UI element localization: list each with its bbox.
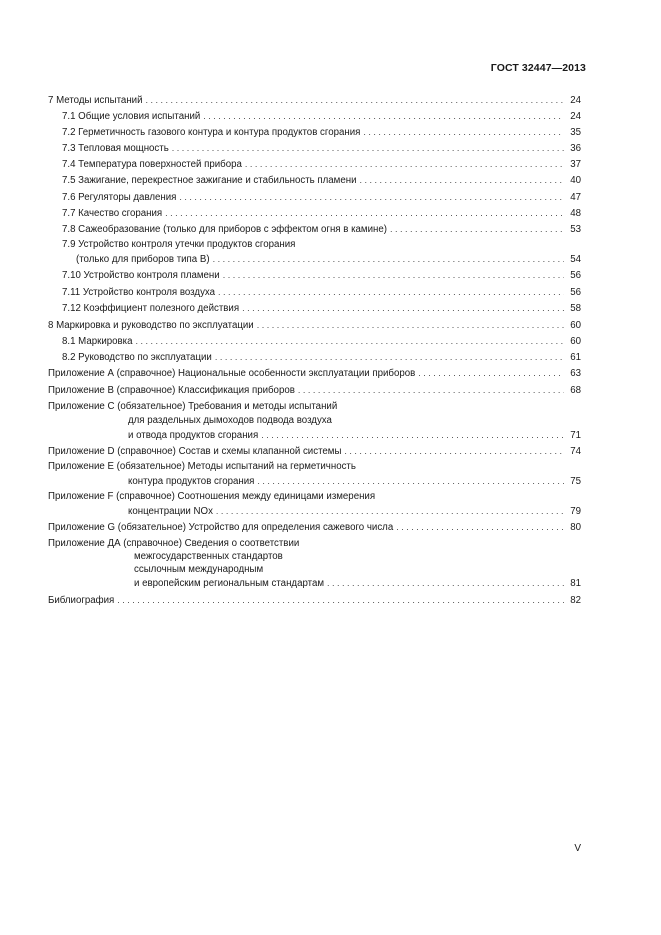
toc-row bbox=[62, 141, 581, 155]
toc-page: 60 bbox=[570, 320, 581, 331]
leader-dots bbox=[203, 109, 564, 123]
toc-title: Приложение F (справочное) Соотношения между единицами измерения bbox=[48, 491, 376, 502]
leader-dots bbox=[363, 125, 564, 139]
toc-page: 47 bbox=[570, 192, 581, 203]
toc-title: ссылочным международным bbox=[134, 564, 264, 575]
toc-page: 56 bbox=[570, 287, 581, 298]
toc-title: 7 Методы испытаний bbox=[48, 95, 143, 106]
leader-dots bbox=[390, 222, 564, 236]
toc-page: 61 bbox=[570, 352, 581, 363]
toc-row bbox=[128, 474, 581, 488]
toc-title: 7.12 Коэффициент полезного действия bbox=[62, 303, 240, 314]
toc-row bbox=[62, 350, 581, 364]
toc-page: 37 bbox=[570, 159, 581, 170]
toc-title: Приложение А (справочное) Национальные особенности эксплуатации приборов bbox=[48, 368, 416, 379]
toc-title: Приложение ДА (справочное) Сведения о соответствии bbox=[48, 538, 300, 549]
toc-row bbox=[48, 318, 581, 332]
toc-row bbox=[62, 109, 581, 123]
toc-title: 7.3 Тепловая мощность bbox=[62, 143, 169, 154]
toc-page: 68 bbox=[570, 385, 581, 396]
toc-title: 7.7 Качество сгорания bbox=[62, 208, 163, 219]
toc-title: 8.1 Маркировка bbox=[62, 336, 133, 347]
page-number: V bbox=[574, 843, 581, 854]
toc-page: 60 bbox=[570, 336, 581, 347]
toc-row bbox=[62, 206, 581, 220]
leader-dots bbox=[136, 334, 564, 348]
toc-row bbox=[48, 520, 581, 534]
toc-page: 24 bbox=[570, 111, 581, 122]
document-code: ГОСТ 32447—2013 bbox=[490, 62, 586, 74]
leader-dots bbox=[165, 206, 564, 220]
toc-row bbox=[128, 504, 581, 518]
toc-row bbox=[48, 93, 581, 107]
leader-dots bbox=[172, 141, 564, 155]
toc-page: 63 bbox=[570, 368, 581, 379]
toc-title: и европейским региональным стандартам bbox=[134, 578, 325, 589]
toc-row bbox=[128, 428, 581, 442]
toc-page: 56 bbox=[570, 270, 581, 281]
leader-dots bbox=[146, 93, 565, 107]
toc-title: Приложение С (обязательное) Требования и методы испытаний bbox=[48, 401, 338, 412]
leader-dots bbox=[223, 268, 564, 282]
toc-page: 53 bbox=[570, 224, 581, 235]
toc-row bbox=[62, 285, 581, 299]
leader-dots bbox=[179, 190, 564, 204]
toc-row bbox=[62, 222, 581, 236]
toc-title: концентрации NOx bbox=[128, 506, 213, 517]
toc-row bbox=[62, 190, 581, 204]
toc-title: для раздельных дымоходов подвода воздуха bbox=[128, 415, 332, 426]
leader-dots bbox=[344, 444, 564, 458]
toc-row bbox=[62, 173, 581, 187]
leader-dots bbox=[215, 350, 564, 364]
toc-page: 48 bbox=[570, 208, 581, 219]
leader-dots bbox=[261, 428, 564, 442]
toc-title: Приложение D (справочное) Состав и схемы клапанной системы bbox=[48, 446, 342, 457]
toc-row bbox=[48, 383, 581, 397]
toc-page: 75 bbox=[570, 476, 581, 487]
toc-page: 35 bbox=[570, 127, 581, 138]
toc-title: 7.6 Регуляторы давления bbox=[62, 192, 177, 203]
leader-dots bbox=[117, 593, 564, 607]
leader-dots bbox=[257, 318, 564, 332]
leader-dots bbox=[213, 252, 564, 266]
toc-title: и отвода продуктов сгорания bbox=[128, 430, 259, 441]
toc-title: 7.10 Устройство контроля пламени bbox=[62, 270, 220, 281]
toc-row bbox=[62, 301, 581, 315]
toc-title: 7.1 Общие условия испытаний bbox=[62, 111, 201, 122]
toc-row bbox=[62, 334, 581, 348]
toc-page: 79 bbox=[570, 506, 581, 517]
toc-title: 7.8 Сажеобразование (только для приборов с эффектом огня в камине) bbox=[62, 224, 387, 235]
toc-row bbox=[48, 444, 581, 458]
leader-dots bbox=[360, 173, 565, 187]
toc-title: Приложение G (обязательное) Устройство для определения сажевого числа bbox=[48, 522, 394, 533]
leader-dots bbox=[418, 366, 564, 380]
toc-page: 82 bbox=[570, 595, 581, 606]
toc-title: контура продуктов сгорания bbox=[128, 476, 255, 487]
leader-dots bbox=[245, 157, 564, 171]
toc-page: 71 bbox=[570, 430, 581, 441]
toc-title: 7.5 Зажигание, перекрестное зажигание и стабильность пламени bbox=[62, 175, 357, 186]
toc-page: 81 bbox=[570, 578, 581, 589]
leader-dots bbox=[257, 474, 564, 488]
leader-dots bbox=[216, 504, 564, 518]
toc-row bbox=[62, 268, 581, 282]
toc-row bbox=[62, 157, 581, 171]
leader-dots bbox=[327, 576, 564, 590]
toc-page: 58 bbox=[570, 303, 581, 314]
toc-title: Приложение В (справочное) Классификация приборов bbox=[48, 385, 295, 396]
toc-row bbox=[62, 125, 581, 139]
toc-page: 24 bbox=[570, 95, 581, 106]
leader-dots bbox=[396, 520, 564, 534]
toc-page: 80 bbox=[570, 522, 581, 533]
toc-row bbox=[48, 593, 581, 607]
leader-dots bbox=[298, 383, 564, 397]
toc-title: 8.2 Руководство по эксплуатации bbox=[62, 352, 212, 363]
toc-page: 74 bbox=[570, 446, 581, 457]
toc-title: 7.11 Устройство контроля воздуха bbox=[62, 287, 216, 298]
toc-title: межгосударственных стандартов bbox=[134, 551, 283, 562]
toc-row bbox=[48, 366, 581, 380]
leader-dots bbox=[242, 301, 564, 315]
toc-title: Библиография bbox=[48, 595, 115, 606]
toc-title: 8 Маркировка и руководство по эксплуатации bbox=[48, 320, 254, 331]
toc-row bbox=[76, 252, 581, 266]
toc-row bbox=[134, 576, 581, 590]
toc-title: (только для приборов типа В) bbox=[76, 254, 210, 265]
toc-title: 7.9 Устройство контроля утечки продуктов сгорания bbox=[62, 239, 296, 250]
toc-title: 7.2 Герметичность газового контура и контура продуктов сгорания bbox=[62, 127, 361, 138]
toc-title: 7.4 Температура поверхностей прибора bbox=[62, 159, 242, 170]
toc-page: 40 bbox=[570, 175, 581, 186]
toc-title: Приложение Е (обязательное) Методы испытаний на герметичность bbox=[48, 461, 356, 472]
toc-page: 36 bbox=[570, 143, 581, 154]
leader-dots bbox=[218, 285, 564, 299]
toc-page: 54 bbox=[570, 254, 581, 265]
